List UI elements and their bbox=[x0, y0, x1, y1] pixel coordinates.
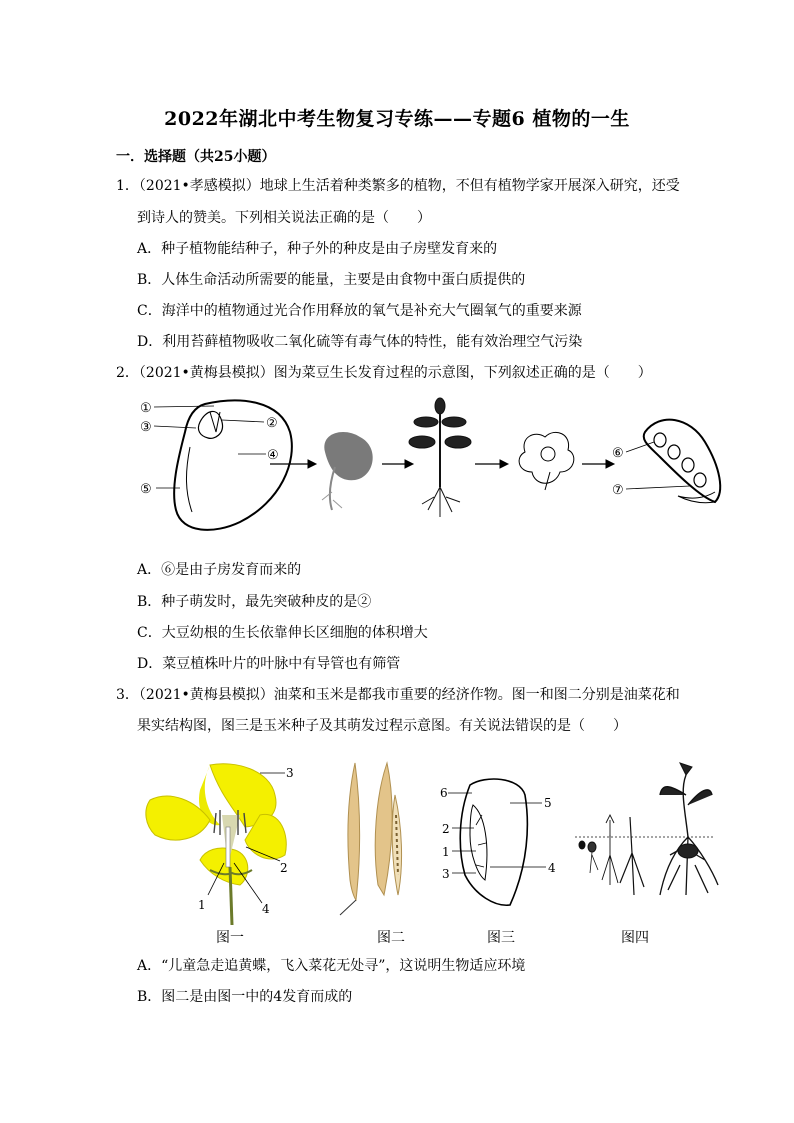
q2-option-d: D．菜豆植株叶片的叶脉中有导管也有筛管 bbox=[137, 656, 401, 672]
rapeseed-pod-image bbox=[340, 763, 402, 915]
arrow-4 bbox=[582, 460, 614, 468]
germinating-seed-image bbox=[322, 432, 373, 510]
q1-stem-line2: 到诗人的赞美。下列相关说法正确的是（ ） bbox=[137, 210, 431, 226]
flower-image bbox=[519, 432, 574, 490]
rapeseed-corn-figure bbox=[140, 755, 720, 925]
rapeseed-flower-image bbox=[146, 764, 286, 925]
q3-option-a: A．“儿童急走追黄蝶，飞入菜花无处寻”，这说明生物适应环境 bbox=[137, 958, 526, 974]
seed-label-3: 3 bbox=[442, 867, 450, 881]
q3-stem-line2: 果实结构图，图三是玉米种子及其萌发过程示意图。有关说法错误的是（ ） bbox=[137, 718, 627, 734]
seed-label-2: 2 bbox=[442, 822, 450, 836]
label-7: ⑦ bbox=[612, 483, 624, 498]
seed-label-5: 5 bbox=[544, 796, 552, 810]
caption-figure3: 图三 bbox=[487, 930, 515, 946]
flower-label-1: 1 bbox=[198, 898, 206, 912]
label-1: ① bbox=[140, 401, 152, 416]
q1-option-d: D．利用苔藓植物吸收二氧化硫等有毒气体的特性，能有效治理空气污染 bbox=[137, 334, 583, 350]
q2-option-c: C．大豆幼根的生长依靠伸长区细胞的体积增大 bbox=[137, 625, 428, 641]
corn-seed-image bbox=[448, 779, 546, 905]
seedling-image bbox=[409, 398, 471, 517]
label-3: ③ bbox=[140, 420, 152, 435]
bean-development-figure bbox=[130, 392, 730, 542]
flower-label-4: 4 bbox=[262, 902, 270, 916]
q3-option-b: B．图二是由图一中的4发育而成的 bbox=[137, 989, 353, 1005]
caption-figure4: 图四 bbox=[621, 930, 649, 946]
arrow-2 bbox=[382, 460, 413, 468]
flower-label-2: 2 bbox=[280, 861, 288, 875]
corn-germination-image bbox=[575, 763, 718, 895]
q1-stem-line1: 1．（2021•孝感模拟）地球上生活着种类繁多的植物，不但有植物学家开展深入研究，还受 bbox=[116, 178, 680, 194]
arrow-3 bbox=[475, 460, 508, 468]
q3-stem-line1: 3．（2021•黄梅县模拟）油菜和玉米是都我市重要的经济作物。图一和图二分别是油菜花和 bbox=[116, 687, 680, 703]
q1-option-c: C．海洋中的植物通过光合作用释放的氧气是补充大气圈氧气的重要来源 bbox=[137, 303, 582, 319]
caption-figure1: 图一 bbox=[216, 930, 244, 946]
label-2: ② bbox=[266, 416, 278, 431]
label-6: ⑥ bbox=[612, 446, 624, 461]
flower-label-3: 3 bbox=[286, 766, 294, 780]
section-heading: 一．选择题（共25小题） bbox=[116, 149, 276, 165]
pod-image bbox=[626, 420, 720, 503]
q1-option-b: B．人体生命活动所需要的能量，主要是由食物中蛋白质提供的 bbox=[137, 272, 526, 288]
q2-stem: 2．（2021•黄梅县模拟）图为菜豆生长发育过程的示意图，下列叙述正确的是（ ） bbox=[116, 365, 652, 381]
seed-label-6: 6 bbox=[440, 786, 448, 800]
seed-label-4: 4 bbox=[548, 861, 556, 875]
seed-label-1: 1 bbox=[442, 845, 450, 859]
label-5: ⑤ bbox=[140, 482, 152, 497]
page-title: 2022年湖北中考生物复习专练——专题6 植物的一生 bbox=[164, 108, 630, 130]
q2-option-a: A．⑥是由子房发育而来的 bbox=[137, 562, 302, 578]
q2-option-b: B．种子萌发时，最先突破种皮的是② bbox=[137, 594, 372, 610]
label-4: ④ bbox=[267, 448, 279, 463]
caption-figure2: 图二 bbox=[377, 930, 405, 946]
q1-option-a: A．种子植物能结种子，种子外的种皮是由子房壁发育来的 bbox=[137, 241, 498, 257]
